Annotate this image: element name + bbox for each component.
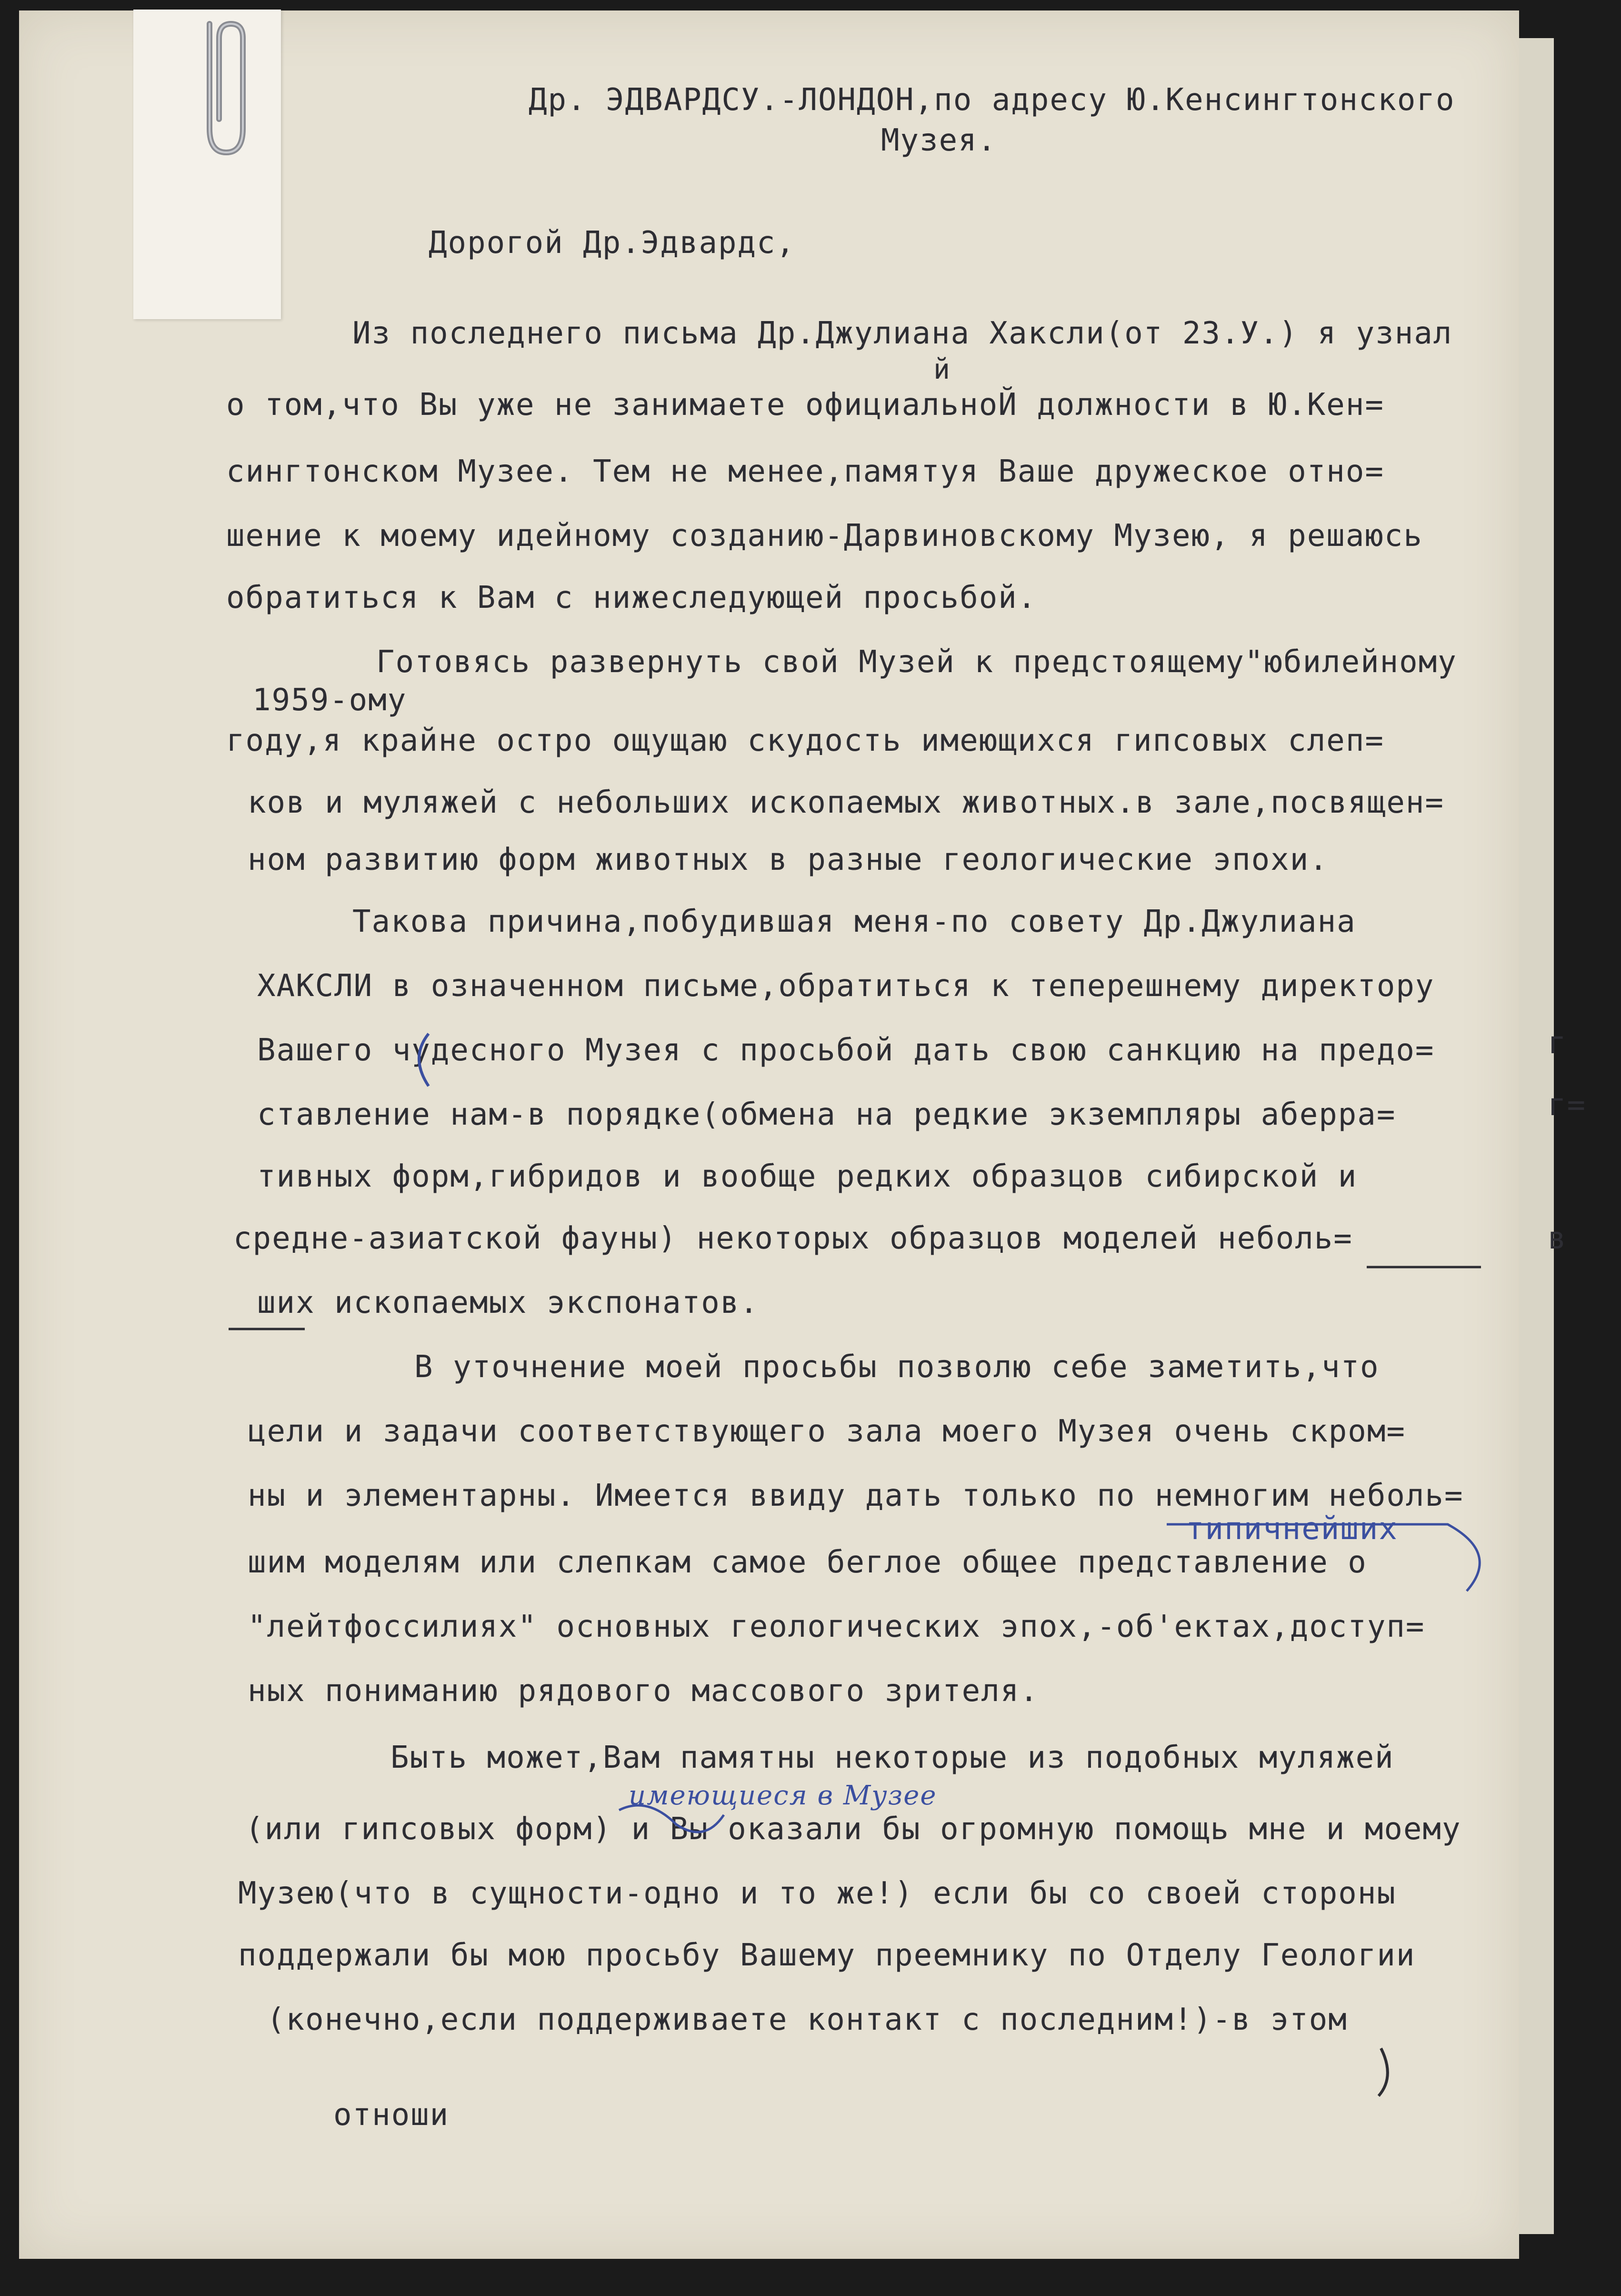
body-line: году,я крайне остро ощущаю скудость имеющихся гипсовых слеп= — [226, 723, 1384, 758]
body-line: Вашего чудесного Музея с просьбой дать свою санкцию на предо= — [257, 1033, 1435, 1068]
body-line: ных пониманию рядового массового зрителя. — [248, 1673, 1039, 1709]
body-line: Быть может,Вам памятны некоторые из подобных муляжей — [390, 1740, 1394, 1775]
body-line: "лейтфоссилиях" основных геологических эпох,-об'ектах,доступ= — [248, 1609, 1425, 1644]
body-line: шим моделям или слепкам самое беглое общее представление о — [248, 1545, 1367, 1580]
year-insertion: 1959-ому — [252, 683, 407, 718]
body-line: Готовясь развернуть свой Музей к предстоящему"юбилейному — [376, 644, 1457, 680]
handwritten-note: имеющиеся в Музее — [629, 1780, 937, 1811]
body-line: Музею(что в сущности-одно и то же!) если бы со своей стороны — [238, 1876, 1396, 1911]
body-line: ших ископаемых экспонатов. — [257, 1285, 759, 1320]
body-line: (конечно,если поддерживаете контакт с последним!)-в этом — [267, 2002, 1348, 2037]
margin-mark: г= — [1548, 1088, 1587, 1123]
margin-mark: в — [1548, 1221, 1567, 1256]
salutation: Дорогой Др.Эдвардс, — [429, 225, 796, 261]
body-line: ном развитию форм животных в разные геологические эпохи. — [248, 842, 1329, 877]
body-line: поддержали бы мою просьбу Вашему преемнику по Отделу Геологии — [238, 1938, 1416, 1973]
body-line: Из последнего письма Др.Джулиана Хаксли(от 23.У.) я узнал — [352, 316, 1453, 351]
body-line: В уточнение моей просьбы позволю себе заметить,что — [414, 1349, 1380, 1385]
margin-mark: г — [1548, 1026, 1567, 1061]
insertion-letter: й — [933, 353, 951, 385]
body-line: ков и муляжей с небольших ископаемых животных.в зале,посвящен= — [248, 785, 1444, 820]
body-line: ставление нам-в порядке(обмена на редкие экземпляры аберра= — [257, 1097, 1396, 1132]
body-line: (или гипсовых форм) и Вы оказали бы огромную помощь мне и моему — [245, 1812, 1461, 1847]
body-line: средне-азиатской фауны) некоторых образцов моделей неболь= — [233, 1221, 1353, 1256]
body-line: цели и задачи соответствующего зала моего Музея очень скром= — [248, 1414, 1406, 1449]
body-line: ны и элементарны. Имеется ввиду дать только по немногим неболь= — [248, 1478, 1464, 1513]
typical-insertion: типичнейших — [1186, 1511, 1398, 1547]
body-line: Такова причина,побудившая меня-по совету Др.Джулиана — [352, 904, 1356, 939]
body-line: тивных форм,гибридов и вообще редких образцов сибирской и — [257, 1159, 1358, 1194]
body-line: о том,что Вы уже не занимаете официальноЙ должности в Ю.Кен= — [226, 387, 1384, 423]
body-line: ХАКСЛИ в означенном письме,обратиться к теперешнему директору — [257, 968, 1435, 1004]
body-line: отноши — [333, 2097, 450, 2133]
heading-line-2: Музея. — [881, 123, 997, 158]
body-line: шение к моему идейному созданию-Дарвиновскому Музею, я решаюсь — [226, 518, 1423, 554]
heading-line-1: Др. ЭДВАРДСУ.-ЛОНДОН,по адресу Ю.Кенсингтонского — [529, 82, 1455, 118]
body-line: обратиться к Вам с нижеследующей просьбой. — [226, 580, 1037, 615]
body-line: сингтонском Музее. Тем не менее,памятуя Ваше дружеское отно= — [226, 454, 1384, 489]
